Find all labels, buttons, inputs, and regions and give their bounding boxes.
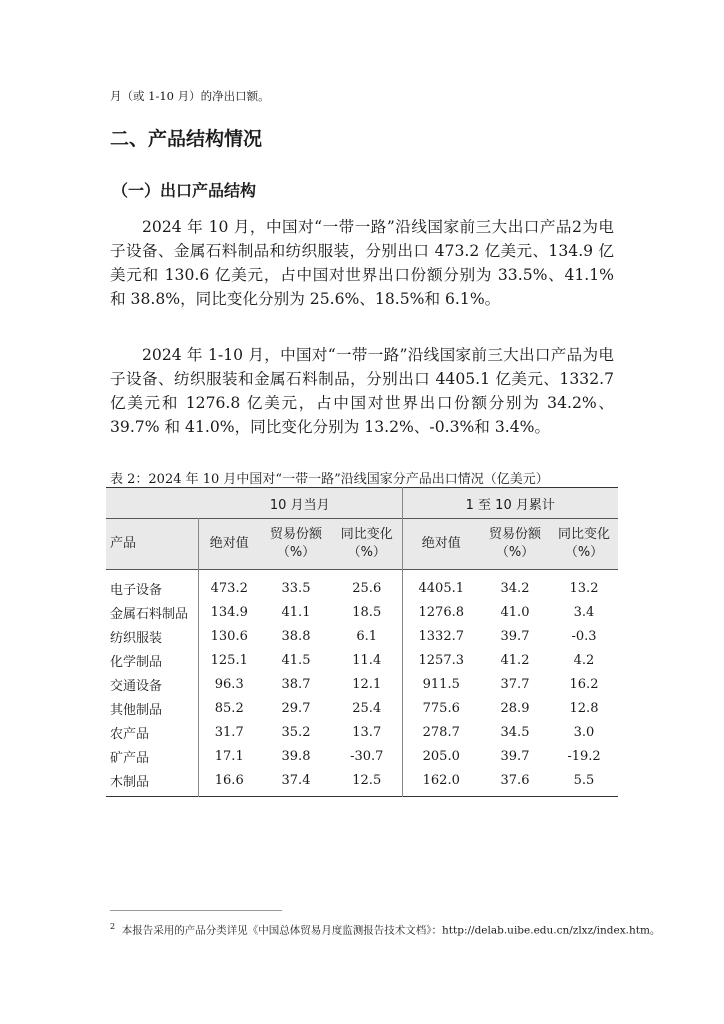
header-ytd-share-line2: （%） (495, 545, 535, 560)
product-name: 交通设备 (110, 678, 163, 694)
ytd-share: 39.7 (500, 628, 530, 644)
header-blank (106, 488, 198, 519)
month-abs: 85.2 (198, 696, 260, 720)
month-yoy: -30.7 (350, 748, 384, 764)
month-abs: 17.1 (198, 744, 260, 768)
ytd-abs: 278.7 (402, 720, 480, 744)
ytd-share: 41.0 (500, 604, 530, 620)
header-group-month: 10 月当月 (198, 488, 402, 519)
month-share: 33.5 (281, 580, 311, 596)
header-month-yoy (332, 519, 402, 570)
header-month-yoy-line1: 同比变化 (340, 527, 393, 542)
ytd-share: 34.2 (500, 580, 530, 596)
month-yoy: 12.1 (352, 676, 382, 692)
section-title: 二、产品结构情况 (110, 128, 263, 150)
product-name: 化学制品 (110, 654, 163, 670)
month-yoy: 13.7 (352, 724, 382, 740)
header-month-share-line2: （%） (276, 545, 316, 560)
ytd-share: 39.7 (500, 748, 530, 764)
ytd-abs: 4405.1 (402, 570, 480, 601)
month-share: 41.5 (281, 652, 311, 668)
ytd-yoy: 3.0 (573, 724, 595, 740)
product-name: 电子设备 (110, 582, 163, 598)
product-name: 木制品 (110, 774, 150, 790)
paragraph-2: 2024 年 1-10 月，中国对“一带一路”沿线国家前三大出口产品为电子设备、纺织服装和金属石料制品，分别出口 4405.1 亿美元、1332.7 亿美元和 1276.8 亿美元，占中国对世界出口份额分别为 34.2%、39.7% 和 41.0%，同比变化分别为 13.2%、-0.3%和 3.4%。 (110, 346, 614, 436)
table-row (106, 720, 618, 744)
ytd-abs: 911.5 (402, 672, 480, 696)
export-by-product-table (106, 487, 618, 797)
month-share: 39.8 (281, 748, 311, 764)
ytd-abs: 1257.3 (402, 648, 480, 672)
header-month-share (260, 519, 332, 570)
ytd-yoy: 13.2 (569, 580, 599, 596)
footnote (110, 922, 660, 938)
month-abs: 125.1 (198, 648, 260, 672)
header-product: 产品 (106, 519, 198, 570)
header-ytd-share-line1: 贸易份额 (488, 527, 541, 542)
header-ytd-share (480, 519, 550, 570)
month-yoy: 18.5 (352, 604, 382, 620)
month-share: 35.2 (281, 724, 311, 740)
ytd-share: 34.5 (500, 724, 530, 740)
month-abs: 130.6 (198, 624, 260, 648)
ytd-share: 28.9 (500, 700, 530, 716)
ytd-abs: 162.0 (402, 768, 480, 797)
ytd-yoy: 16.2 (569, 676, 599, 692)
month-yoy: 12.5 (352, 772, 382, 788)
header-month-yoy-line2: （%） (347, 545, 386, 560)
table-row (106, 570, 618, 601)
ytd-abs: 1276.8 (402, 600, 480, 624)
table-caption: 表 2：2024 年 10 月中国对“一带一路”沿线国家分产品出口情况（亿美元） (110, 472, 549, 487)
header-group-ytd: 1 至 10 月累计 (402, 488, 618, 519)
month-yoy: 6.1 (356, 628, 378, 644)
month-yoy: 25.4 (352, 700, 382, 716)
month-yoy: 11.4 (352, 652, 382, 668)
table-row (106, 624, 618, 648)
footnote-text: 本报告采用的产品分类详见《中国总体贸易月度监测报告技术文档》：http://delab.uibe.edu.cn/zlxz/index.htm。 (121, 924, 661, 937)
product-name: 金属石料制品 (110, 606, 189, 622)
ytd-yoy: 5.5 (573, 772, 595, 788)
month-share: 37.4 (281, 772, 311, 788)
product-name: 矿产品 (110, 750, 150, 766)
month-abs: 96.3 (198, 672, 260, 696)
product-name: 农产品 (110, 726, 150, 742)
footnote-mark: 2 (110, 922, 116, 931)
month-share: 38.8 (281, 628, 311, 644)
header-ytd-yoy-line2: （%） (564, 545, 604, 560)
ytd-abs: 205.0 (402, 744, 480, 768)
table-row (106, 696, 618, 720)
table-row (106, 648, 618, 672)
header-ytd-yoy (550, 519, 618, 570)
table-row (106, 672, 618, 696)
month-abs: 473.2 (198, 570, 260, 601)
month-share: 29.7 (281, 700, 311, 716)
ytd-share: 37.7 (500, 676, 530, 692)
ytd-yoy: -0.3 (571, 628, 597, 644)
month-abs: 134.9 (198, 600, 260, 624)
table-row (106, 768, 618, 797)
ytd-yoy: 4.2 (573, 652, 595, 668)
continuation-text: 月（或 1-10 月）的净出口额。 (110, 89, 270, 103)
month-yoy: 25.6 (352, 580, 382, 596)
product-name: 纺织服装 (110, 630, 163, 646)
ytd-yoy: 3.4 (573, 604, 595, 620)
ytd-share: 41.2 (500, 652, 530, 668)
footnote-rule (110, 910, 282, 911)
subsection-title: （一）出口产品结构 (112, 181, 257, 200)
month-abs: 31.7 (198, 720, 260, 744)
month-abs: 16.6 (198, 768, 260, 797)
ytd-share: 37.6 (500, 772, 530, 788)
header-ytd-yoy-line1: 同比变化 (557, 527, 610, 542)
ytd-abs: 1332.7 (402, 624, 480, 648)
ytd-yoy: 12.8 (569, 700, 599, 716)
month-share: 41.1 (281, 604, 311, 620)
header-ytd-abs: 绝对值 (402, 519, 480, 570)
header-month-share-line1: 贸易份额 (269, 527, 322, 542)
ytd-abs: 775.6 (402, 696, 480, 720)
product-name: 其他制品 (110, 702, 163, 718)
paragraph-1: 2024 年 10 月，中国对“一带一路”沿线国家前三大出口产品2为电子设备、金属石料制品和纺织服装，分别出口 473.2 亿美元、134.9 亿美元和 130.6 亿美元，占中国对世界出口份额分别为 33.5%、41.1% 和 38.8%，同比变化分别为 25.6%、18.5%和 6.1%。 (110, 218, 614, 308)
header-month-abs: 绝对值 (198, 519, 260, 570)
table-row (106, 744, 618, 768)
ytd-yoy: -19.2 (567, 748, 601, 764)
table-row (106, 600, 618, 624)
month-share: 38.7 (281, 676, 311, 692)
